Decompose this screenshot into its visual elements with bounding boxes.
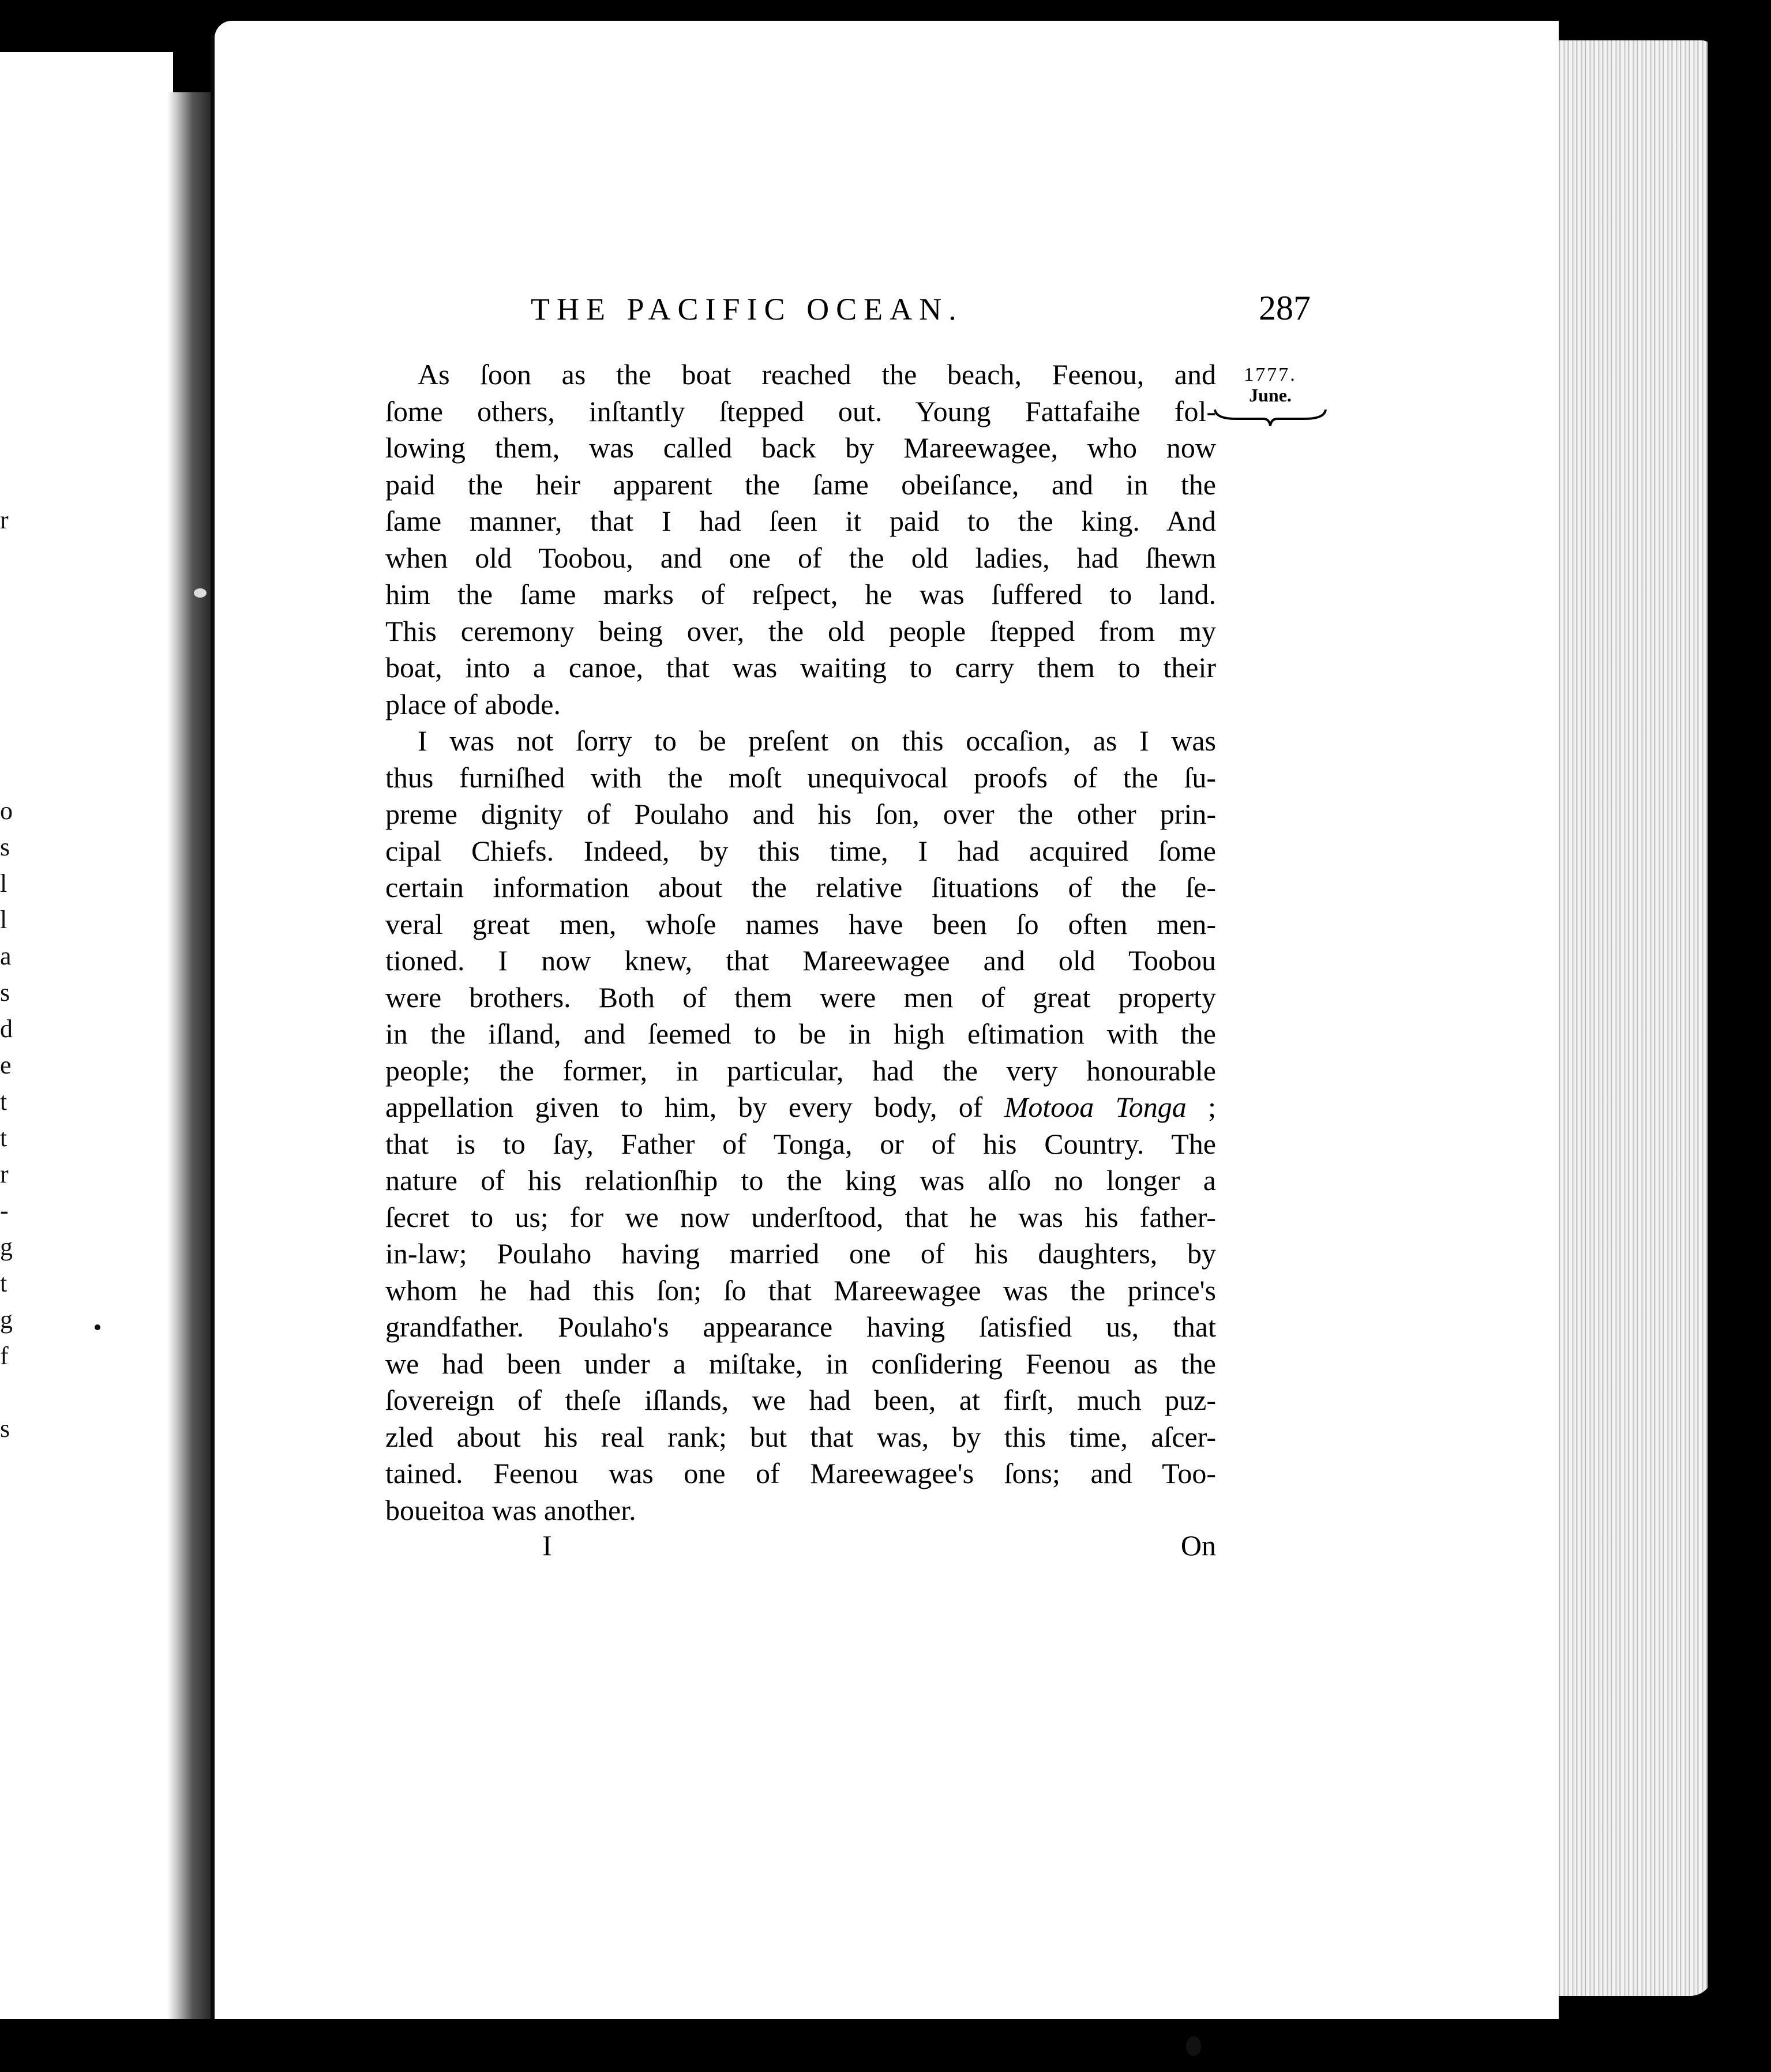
edge-char	[0, 538, 16, 575]
text-line: were brothers. Both of them were men of great property	[385, 981, 1216, 1014]
previous-page-edge-text	[0, 502, 16, 1447]
text-line: thus furniſhed with the moſt unequivocal proofs of the ſu-	[385, 761, 1216, 794]
text-line: ſome others, inſtantly ſtepped out. Young Fattafaihe fol-	[385, 395, 1216, 427]
edge-char: s	[0, 978, 10, 1007]
text-line: grandfather. Poulaho's appearance having ſatisfied us, that	[385, 1311, 1216, 1343]
page-footer	[385, 1529, 1216, 1569]
page-number: 287	[1259, 289, 1311, 327]
running-head: THE PACIFIC OCEAN.	[531, 292, 963, 326]
text-line: preme dignity of Poulaho and his ſon, over the other prin-	[385, 798, 1216, 830]
text-line: him the ſame marks of reſpect, he was ſuffered to land.	[385, 578, 1216, 610]
edge-char: l	[0, 869, 7, 898]
signature-mark: I	[542, 1529, 552, 1561]
text-line: zled about his real rank; but that was, by this time, aſcer-	[385, 1420, 1216, 1453]
text-line: As ſoon as the boat reached the beach, Feenou, and	[418, 358, 1216, 391]
edge-char: d	[0, 1015, 13, 1043]
scan-border-right	[1708, 35, 1771, 2072]
edge-char: t	[0, 1087, 7, 1116]
margin-month: June.	[1249, 385, 1292, 406]
text-line: that is to ſay, Father of Tonga, or of his Country. The	[385, 1127, 1216, 1160]
edge-char: l	[0, 906, 7, 934]
edge-char	[0, 756, 16, 793]
text-line: when old Toobou, and one of the old ladies, had ſhewn	[385, 541, 1216, 574]
text-line: ſovereign of theſe iſlands, we had been, at firſt, much puz-	[385, 1384, 1216, 1416]
italic-phrase: Motooa Tonga	[1004, 1091, 1187, 1123]
edge-char: e	[0, 1051, 12, 1079]
italic-trail: ;	[1208, 1091, 1217, 1123]
text-line: paid the heir apparent the ſame obeiſance, and in the	[385, 468, 1216, 501]
text-line: veral great men, whoſe names have been ſo often men-	[385, 907, 1216, 940]
edge-char: s	[0, 1414, 10, 1443]
text-line: whom he had this ſon; ſo that Mareewagee was the prince's	[385, 1274, 1216, 1307]
catchword: On	[1180, 1529, 1216, 1561]
previous-page	[0, 52, 173, 2019]
fore-edge	[1534, 40, 1713, 1996]
text-line: certain information about the relative ſituations of the ſe-	[385, 871, 1216, 903]
edge-char: r	[0, 506, 9, 534]
edge-char	[0, 647, 16, 684]
text-line: ſame manner, that I had ſeen it paid to the king. And	[385, 505, 1216, 537]
text-line: in the iſland, and ſeemed to be in high eſtimation with the	[385, 1018, 1216, 1050]
text-line	[385, 1089, 1216, 1126]
text-line: people; the former, in particular, had the very honourable	[385, 1054, 1216, 1087]
edge-char: r	[0, 1160, 9, 1188]
margin-date-note	[1213, 365, 1328, 427]
text-line: we had been under a miſtake, in conſidering Feenou as the	[385, 1347, 1216, 1380]
body-text	[385, 356, 1216, 1529]
text-line-segment: appellation given to him, by every body, of	[385, 1091, 983, 1123]
edge-char	[0, 720, 16, 756]
edge-char: t	[0, 1124, 7, 1152]
edge-char	[0, 684, 16, 720]
edge-char: g	[0, 1233, 13, 1261]
edge-char: t	[0, 1269, 7, 1297]
edge-char	[0, 575, 16, 611]
text-line: place of abode.	[385, 688, 561, 720]
edge-char	[0, 611, 16, 647]
text-line: ſecret to us; for we now underſtood, that he was his father-	[385, 1200, 1216, 1233]
text-line: in-law; Poulaho having married one of his daughters, by	[385, 1237, 1216, 1270]
margin-year: 1777.	[1244, 364, 1297, 385]
text-line: lowing them, was called back by Mareewagee, who now	[385, 431, 1216, 464]
text-line: This ceremony being over, the old people ſtepped from my	[385, 614, 1216, 647]
ink-speck	[95, 1324, 100, 1330]
text-line: nature of his relationſhip to the king was alſo no longer a	[385, 1164, 1216, 1196]
edge-char: s	[0, 833, 10, 861]
ink-speck	[1186, 2036, 1201, 2056]
edge-char: -	[0, 1196, 9, 1225]
edge-char: g	[0, 1305, 13, 1334]
edge-char	[0, 1374, 16, 1410]
text-line: tained. Feenou was one of Mareewagee's ſons; and Too-	[385, 1457, 1216, 1489]
edge-char: o	[0, 797, 13, 825]
edge-char: a	[0, 942, 12, 970]
text-line: boueitoa was another.	[385, 1493, 636, 1526]
scan-border-bottom	[0, 2019, 1771, 2072]
text-line: cipal Chiefs. Indeed, by this time, I had acquired ſome	[385, 834, 1216, 867]
book-gutter	[167, 92, 213, 2030]
text-line: boat, into a canoe, that was waiting to carry them to their	[385, 651, 1216, 684]
text-line: I was not ſorry to be preſent on this occaſion, as I was	[418, 725, 1216, 757]
ink-speck	[194, 588, 207, 598]
text-line: tioned. I now knew, that Mareewagee and old Toobou	[385, 944, 1216, 977]
edge-char: f	[0, 1342, 9, 1370]
brace-icon	[1213, 406, 1328, 427]
